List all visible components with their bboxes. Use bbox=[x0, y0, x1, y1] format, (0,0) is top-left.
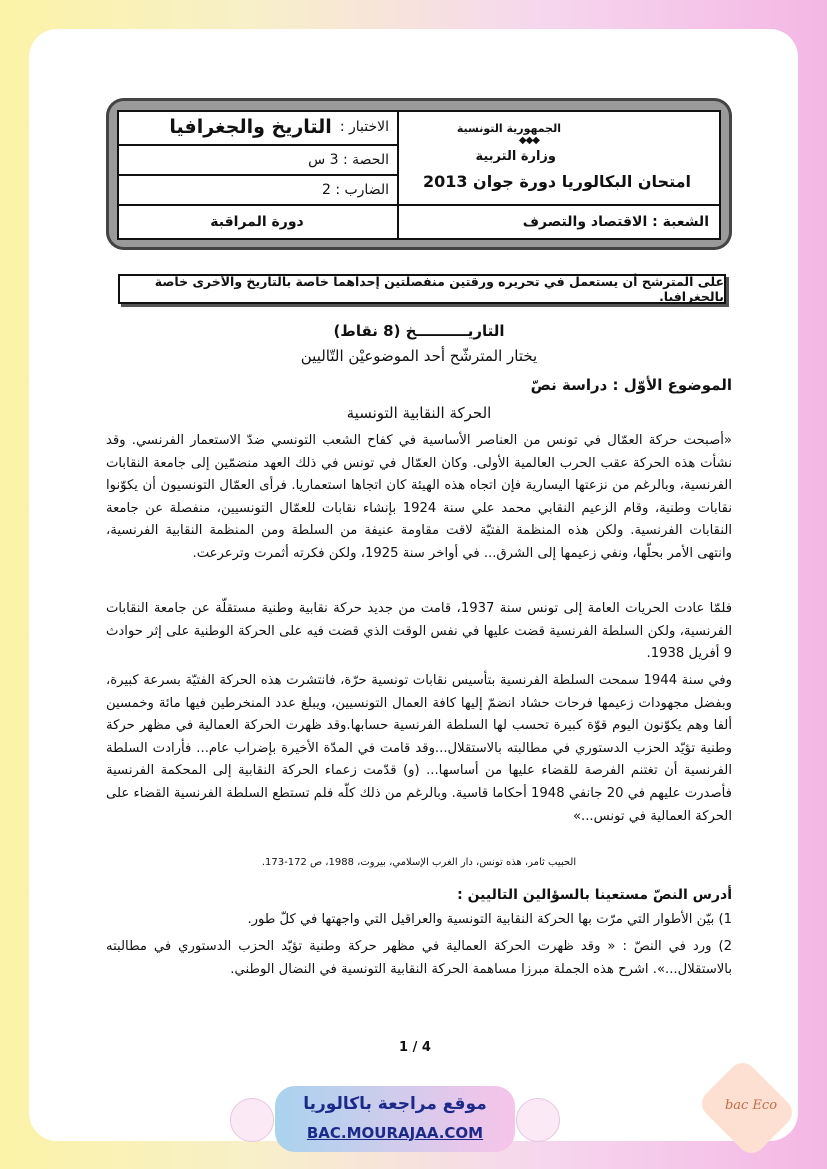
subject-row bbox=[117, 110, 397, 146]
site-name[interactable]: موقع مراجعة باكالوريا bbox=[303, 1094, 487, 1114]
branch: الشعبة : الاقتصاد والتصرف bbox=[522, 214, 709, 230]
subject-name: التاريخ والجغرافيا bbox=[169, 116, 332, 138]
republic-name: الجمهورية التونسية bbox=[456, 122, 561, 135]
site-logo-icon-right bbox=[516, 1098, 560, 1142]
site-url-link[interactable]: BAC.MOURAJAA.COM bbox=[306, 1124, 484, 1142]
ministry-name: وزارة التربية bbox=[475, 149, 556, 164]
page-number: 1 / 4 bbox=[399, 1040, 431, 1055]
topic1-label: الموضوع الأوّل : دراسة نصّ bbox=[530, 376, 732, 394]
questions-intro: أدرس النصّ مستعينا بالسؤالين التاليين : bbox=[457, 887, 732, 903]
header-right bbox=[399, 110, 721, 240]
text-title: الحركة النقابية التونسية bbox=[346, 404, 492, 422]
question-2: 2) ورد في النصّ : « وقد ظهرت الحركة العمالية في مظهر حركة وطنية تؤيّد الحزب الدستوري في مطالبته بالاستقلال...». اشرح هذه الجملة مبرزا مساهمة الحركة النقابية التونسية في النضال الوطني. bbox=[106, 939, 732, 977]
text-source: الحبيب ثامر، هذه تونس، دار الغرب الإسلامي، بيروت، 1988، ص 172-173. bbox=[261, 857, 577, 868]
text-paragraph-3: وفي سنة 1944 سمحت السلطة الفرنسية بتأسيس نقابات تونسية حرّة، فانتشرت هذه الحركة الفتيّة بسرعة كبيرة، وبفضل مجهودات زعيمها فرحات حشاد انضمّ إليها كافة العمال التونسيين، ويبلغ عدد المنخرطين فيها مائة وخمسين ألفا وهم يكوّنون اليوم قوّة كبيرة تحسب لها السلطة الفرنسية حسابها.وقد ظهرت الحركة العمالية في مظهر حركة وطنية تؤيّد الحزب الدستوري في مطالبته بالاستقلال...وقد قامت في المدّة الأخيرة بإضراب عام... فأرادت السلطة الفرنسية أن تغتنم الفرصة للقضاء عليها من أساسها... (و) قدّمت زعماء الحركة النقابية إلى المحكمة الفرنسية فأصدرت عليهم في 20 جانفي 1948 أحكاما قاسية. وبالرغم من ذلك كلّه فلم تستطع السلطة الفرنسية القضاء على الحركة العمالية في تونس...» bbox=[106, 673, 732, 824]
text-paragraph-1: «أصبحت حركة العمّال في تونس من العناصر الأساسية في كفاح الشعب التونسي ضدّ الاستعمار الفرنسي. وقد نشأت هذه الحركة عقب الحرب العالمية الأولى. وكان العمّال في تونس في ذلك العهد منضمّين إلى جامعة النقابات الفرنسية، وبالرغم من نزعتها اليسارية فإن اتجاه هذه الهيئة كان اتجاها استعماريا. فرأى العمّال التونسيون أن يكوّنوا نقابات وطنية، وقام الزعيم النقابي محمد علي سنة 1924 بإنشاء نقابات للعمّال التونسيين، منفصلة عن جامعة النقابات الفرنسية. ولكن هذه المنظمة الفتيّة لاقت مقاومة عنيفة من السلطة ومن المنظمة النقابية الفرنسية، وانتهى الأمر بحلّها، ونفي زعيمها إلى الشرق... في أواخر سنة 1925، ولكن فكرته أثمرت وترعرعت. bbox=[106, 433, 732, 561]
session-duration: الحصة : 3 س bbox=[308, 152, 389, 168]
text-paragraph-2: فلمّا عادت الحريات العامة إلى تونس سنة 1937، قامت من جديد حركة نقابية وطنية مستقلّة عن جامعة النقابات الفرنسية، ولكن السلطة الفرنسية قضت عليها في نفس الوقت الذي قضت فيه على الحركة الوطنية على إثر حوادث 9 أفريل 1938. bbox=[106, 601, 732, 662]
subject-label: الاختبار : bbox=[339, 119, 389, 135]
header-left bbox=[117, 110, 399, 240]
history-title: التاريــــــــــخ (8 نقاط) bbox=[333, 322, 505, 340]
history-instruction: يختار المترشّح أحد الموضوعيْن التّاليين bbox=[300, 347, 538, 365]
session-type: دورة المراقبة bbox=[210, 214, 304, 230]
session-row bbox=[117, 146, 397, 176]
exam-title: امتحان البكالوريا دورة جوان 2013 bbox=[422, 172, 691, 191]
site-badge[interactable] bbox=[275, 1086, 515, 1152]
coef-row bbox=[117, 176, 397, 206]
session-type-row bbox=[117, 206, 397, 238]
bac-eco-logo: bac Eco bbox=[724, 1098, 778, 1113]
coefficient: الضارب : 2 bbox=[321, 182, 389, 198]
emblem-icon: ◆◆◆ bbox=[518, 135, 539, 146]
site-logo-icon-left bbox=[230, 1098, 274, 1142]
question-1: 1) بيّن الأطوار التي مرّت بها الحركة النقابية التونسية والعراقيل التي واجهتها في كلّ طور. bbox=[247, 912, 732, 927]
notice-box: على المترشح أن يستعمل في تحريره ورقتين منفصلتين إحداهما خاصة بالتاريخ والأخرى خاصة بالجغرافيا. bbox=[118, 274, 726, 304]
